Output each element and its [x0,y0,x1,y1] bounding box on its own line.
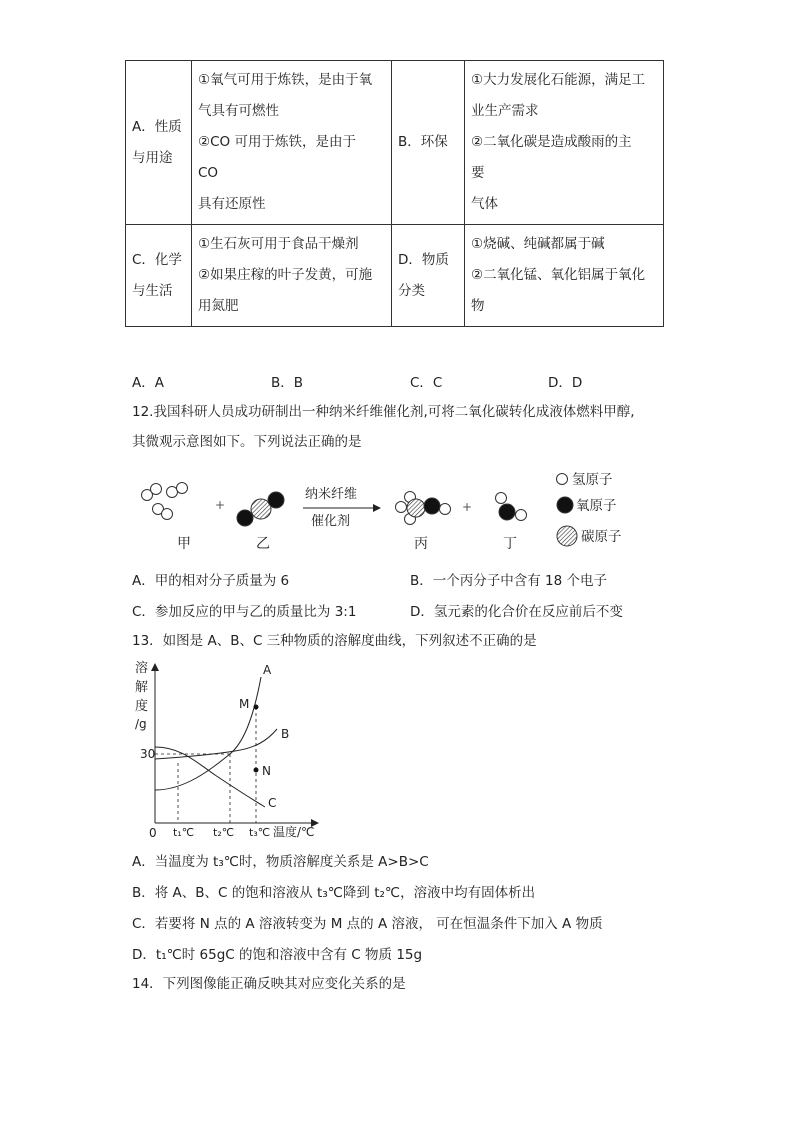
cell-content-d [465,225,664,327]
content-line: 要 [471,165,485,181]
label-ding: 丁 [503,536,517,552]
q12-option-c[interactable]: C．参加反应的甲与乙的质量比为 3:1 [132,604,357,620]
molecule-jia [142,483,188,520]
label-b-text: B．环保 [398,134,448,150]
q13-option-b[interactable]: B．将 A、B、C 的饱和溶液从 t₃℃降到 t₂℃，溶液中均有固体析出 [132,885,536,901]
cell-content-c [192,225,392,327]
plus-sign-2: + [462,500,473,514]
q11-option-c[interactable]: C．C [410,375,443,391]
q12-option-b[interactable]: B．一个丙分子中含有 18 个电子 [410,573,608,589]
q12-reaction-diagram [125,462,665,562]
table-row [126,61,664,225]
legend-carbon-icon [557,526,577,546]
cell-content-b [465,61,664,225]
arrow-label-bottom: 催化剂 [311,514,351,529]
q13-option-a[interactable]: A．当温度为 t₃℃时，物质溶解度关系是 A>B>C [132,854,429,870]
curve-a [155,677,261,790]
point-n-label: N [262,764,271,778]
q12-option-d[interactable]: D．氢元素的化合价在反应前后不变 [410,604,623,620]
molecule-bing [396,492,451,525]
content-line: 具有还原性 [198,196,266,212]
x-tick-t2: t₂℃ [213,826,235,839]
content-line: 气体 [471,196,498,212]
plus-sign-1: + [215,498,226,512]
q11-table [125,60,664,327]
content-line: ①生石灰可用于食品干燥剂 [198,236,359,252]
content-line: ①大力发展化石能源，满足工 [471,72,646,88]
y-axis-arrow [151,663,159,671]
q12-option-a[interactable]: A．甲的相对分子质量为 6 [132,573,290,589]
content-line: ②CO 可用于炼铁，是由于 [198,134,356,150]
x-axis-label: 温度/℃ [273,825,315,839]
q11-option-b[interactable]: B．B [271,375,304,391]
legend-carbon: 碳原子 [581,529,622,545]
point-m-label: M [239,697,250,711]
label-yi: 乙 [256,536,270,552]
q11-option-d[interactable]: D．D [548,375,583,391]
label-a-text: A．性质与用途 [132,118,182,166]
q12-stem-line2: 其微观示意图如下。下列说法正确的是 [132,434,362,450]
q14-stem: 14．下列图像能正确反映其对应变化关系的是 [132,976,406,992]
content-line: ②二氧化锰、氧化铝属于氧化 [471,267,646,283]
cell-label-d [392,225,465,327]
q12-stem-line1: 12.我国科研人员成功研制出一种纳米纤维催化剂,可将二氧化碳转化成液体燃料甲醇, [132,404,635,420]
cell-label-a [126,61,192,225]
y-label-3: 度 [135,699,149,714]
label-c-text: C．化学与生活 [132,251,182,299]
content-line: 物 [471,298,485,314]
cell-label-b [392,61,465,225]
content-line: 业生产需求 [471,103,539,119]
q13-option-d[interactable]: D．t₁℃时 65gC 的饱和溶液中含有 C 物质 15g [132,947,423,963]
q13-option-c[interactable]: C．若要将 N 点的 A 溶液转变为 M 点的 A 溶液， 可在恒温条件下加入 A 物质 [132,916,603,932]
content-line: ②二氧化碳是造成酸雨的主 [471,134,632,150]
x-tick-t3: t₃℃ [249,826,271,839]
curve-b-label: B [281,727,290,741]
label-bing: 丙 [414,536,428,552]
cell-content-a [192,61,392,225]
content-line: ①氧气可用于炼铁，是由于氧 [198,72,373,88]
content-line: ①烧碱、纯碱都属于碱 [471,236,605,252]
q11-option-a[interactable]: A．A [132,375,164,391]
legend-hydrogen-icon [557,474,568,485]
legend-oxygen-icon [557,497,573,513]
y-tick-30: 30 [140,747,156,761]
content-line: ②如果庄稼的叶子发黄，可施 [198,267,373,283]
molecule-ding [496,493,527,521]
q13-stem: 13．如图是 A、B、C 三种物质的溶解度曲线，下列叙述不正确的是 [132,633,537,649]
y-label-1: 溶 [135,661,149,676]
arrow-label-top: 纳米纤维 [305,487,358,502]
content-line: 气具有可燃性 [198,103,279,119]
curve-a-label: A [263,663,272,677]
table-row [126,225,664,327]
q13-solubility-graph [125,655,335,845]
molecule-yi [237,492,284,526]
reaction-arrow-head [373,504,381,512]
x-tick-t1: t₁℃ [173,826,195,839]
curve-c-label: C [268,796,277,810]
content-line: 用氮肥 [198,298,239,314]
curve-b [155,729,277,759]
content-line: CO [198,165,219,181]
origin-label: 0 [149,826,157,840]
label-d-text: D．物质分类 [398,251,449,299]
point-m [254,705,259,710]
y-label-2: 解 [135,680,149,695]
point-n [254,768,259,773]
y-label-4: /g [135,717,147,731]
label-jia: 甲 [177,536,191,552]
cell-label-c [126,225,192,327]
curve-c [155,747,265,807]
legend-oxygen: 氧原子 [576,498,617,514]
legend-hydrogen: 氢原子 [572,472,613,488]
